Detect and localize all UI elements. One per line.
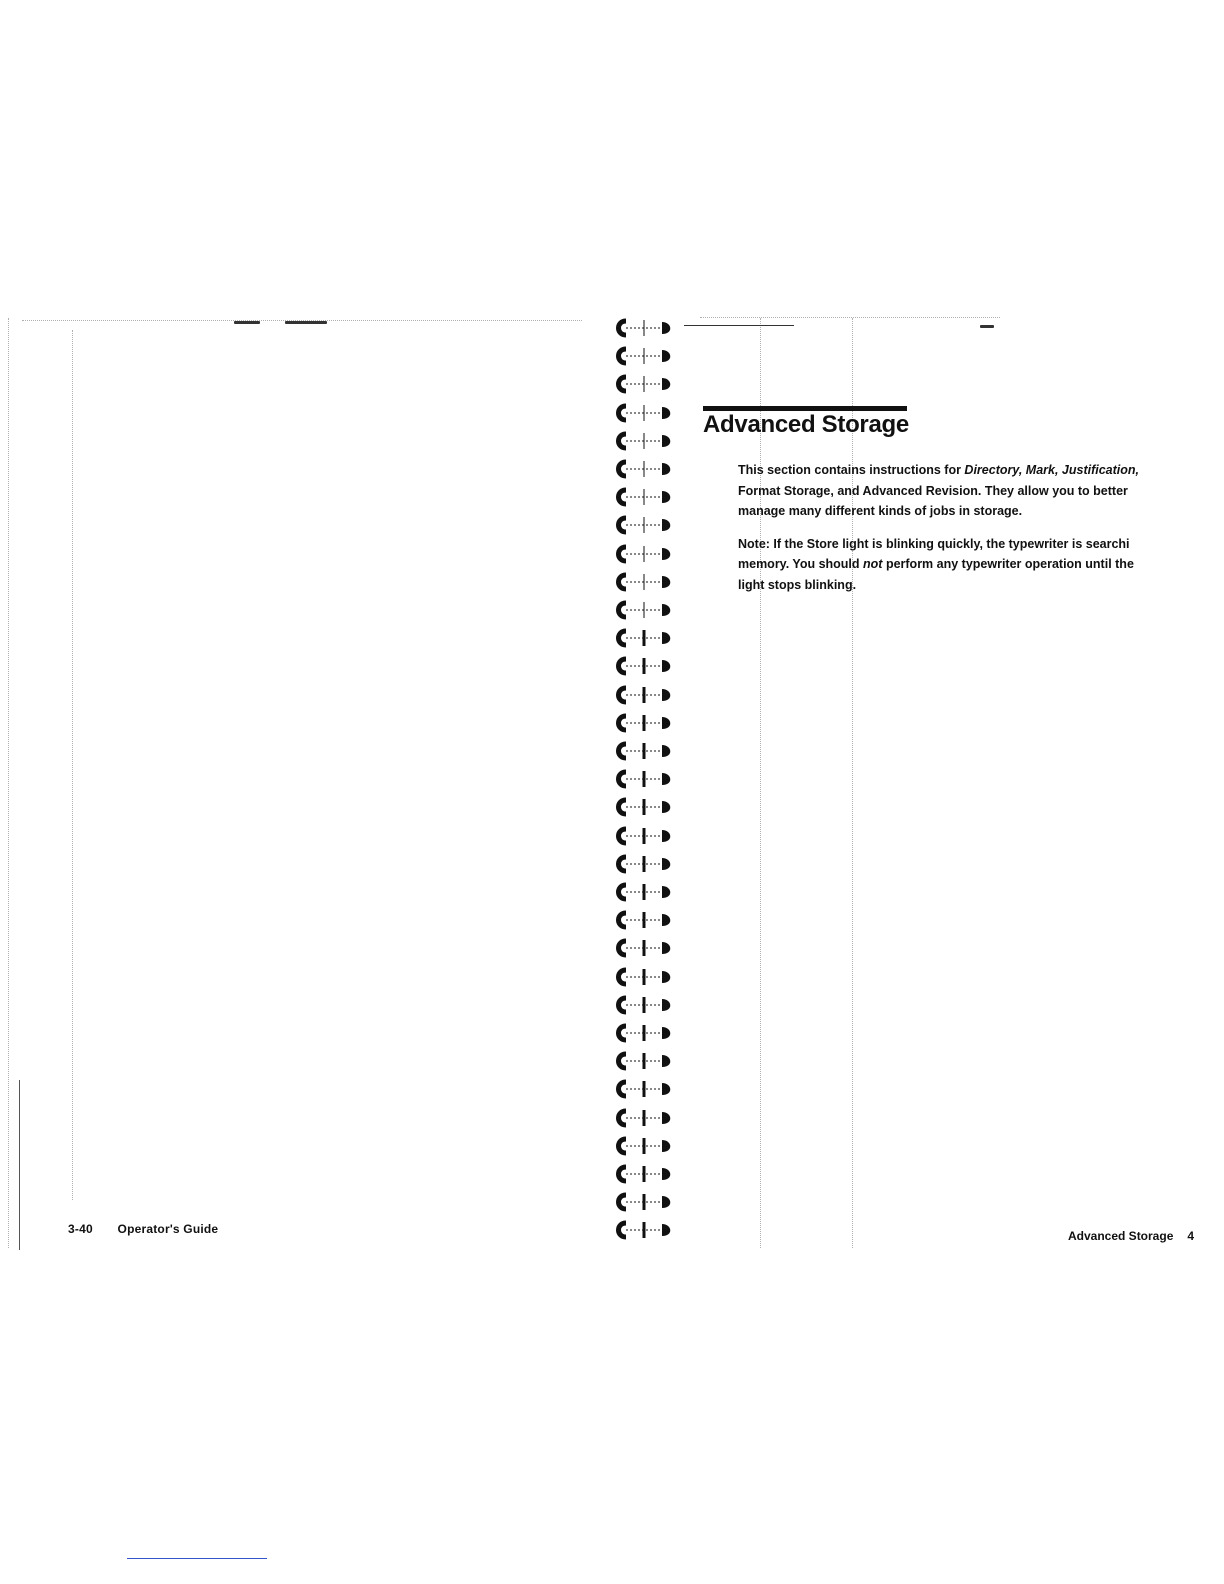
binding-ring [612,656,678,676]
stray-underline [127,1558,267,1559]
binding-ring [612,1108,678,1128]
note-text: light is blinking quickly, the typewriter is searchi [838,536,1130,551]
note-emphasis: not [863,557,883,571]
binding-ring [612,1220,678,1240]
note-text: light stops blinking. [738,577,857,592]
right-footer-title: Advanced Storage [1068,1229,1174,1243]
scan-mark [760,318,761,1248]
binding-ring [612,967,678,987]
binding-ring [612,572,678,592]
scan-mark [8,318,9,1248]
binding-ring [612,374,678,394]
binding-ring [612,1164,678,1184]
binding-ring [612,769,678,789]
binding-ring [612,826,678,846]
binding-ring [612,938,678,958]
note-text: If the [769,536,807,551]
binding-ring [612,713,678,733]
binding-ring [612,318,678,338]
note-paragraph [738,534,1224,596]
left-page-number: 3-40 [68,1222,93,1236]
binding-ring [612,797,678,817]
scan-mark [72,330,73,1200]
scan-smudge [285,321,327,324]
binding-ring [612,1079,678,1099]
binding-ring [612,882,678,902]
binding-ring [612,741,678,761]
binding-ring [612,995,678,1015]
right-page-number: 4 [1187,1229,1195,1243]
note-label: Note: [738,536,770,551]
top-rule [684,325,794,326]
note-store-word: Store [806,536,839,551]
scan-smudge [980,325,994,328]
binding-ring [612,1023,678,1043]
binding-ring [612,1136,678,1156]
section-title: Advanced Storage [703,411,909,438]
scan-smudge [234,321,260,324]
binding-ring [612,487,678,507]
binding-ring [612,346,678,366]
intro-text: This section contains instructions for [738,463,965,477]
scan-mark [700,317,1000,318]
note-text: perform any typewriter operation until the [882,557,1134,571]
binding-ring [612,515,678,535]
binding-ring [612,685,678,705]
intro-text: manage many different kinds of jobs in storage. [738,504,1023,518]
section-body [738,460,1224,607]
binding-ring [612,403,678,423]
binding-ring [612,910,678,930]
left-footer-title: Operator's Guide [117,1222,219,1236]
note-text: memory. You should [738,557,864,571]
binding-ring [612,431,678,451]
binding-ring [612,600,678,620]
binding-ring [612,459,678,479]
intro-features: Directory, Mark, Justification, [964,463,1140,477]
left-page-footer [68,1222,218,1236]
binding-ring [612,1192,678,1212]
scan-mark [19,1080,20,1250]
binding-ring [612,854,678,874]
binding-ring [612,544,678,564]
binding-ring [612,628,678,648]
intro-text: Format Storage, and Advanced Revision. They allow you to better [738,483,1128,498]
spiral-binding [612,318,684,1258]
intro-paragraph [738,460,1224,522]
scan-mark [852,318,853,1248]
right-page-footer [1068,1229,1224,1243]
binding-ring [612,1051,678,1071]
